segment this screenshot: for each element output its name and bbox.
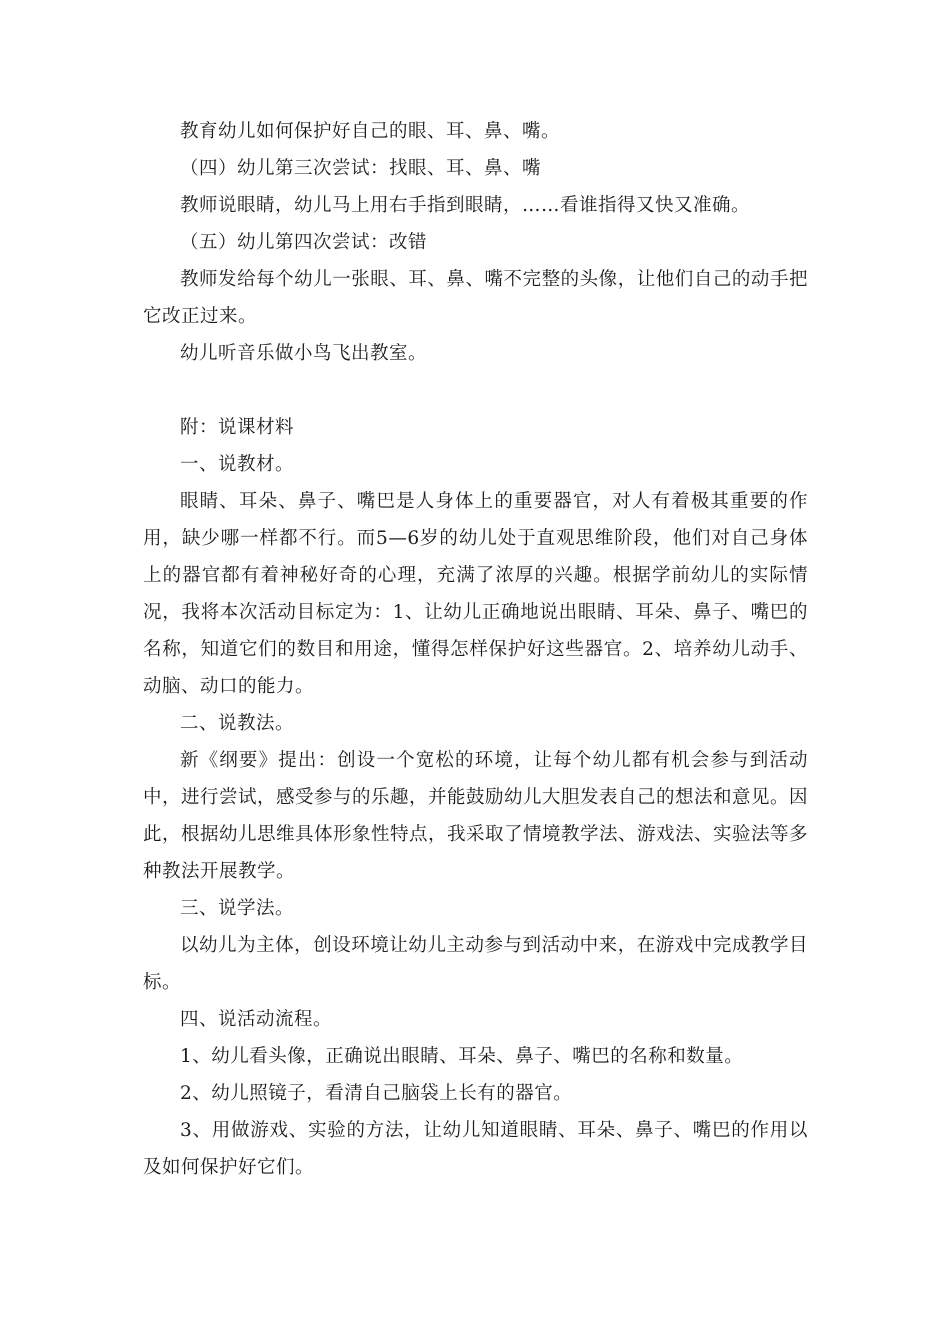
list-item-flow-1: 1、幼儿看头像，正确说出眼睛、耳朵、鼻子、嘴巴的名称和数量。 [180, 1046, 744, 1067]
section-heading-teaching-method: 二、说教法。 [180, 713, 295, 734]
paragraph-closing: 幼儿听音乐做小鸟飞出教室。 [180, 343, 428, 364]
paragraph-protect-senses: 教育幼儿如何保护好自己的眼、耳、鼻、嘴。 [180, 121, 561, 142]
paragraph-step-five-body: 教师发给每个幼儿一张眼、耳、鼻、嘴不完整的头像，让他们自己的动手把它改正过来。 [143, 269, 808, 327]
list-item-flow-3: 3、用做游戏、实验的方法，让幼儿知道眼睛、耳朵、鼻子、嘴巴的作用以及如何保护好它们。 [143, 1120, 808, 1178]
paragraph-learning-method: 以幼儿为主体，创设环境让幼儿主动参与到活动中来，在游戏中完成教学目标。 [143, 935, 808, 993]
section-heading-activity-flow: 四、说活动流程。 [180, 1009, 333, 1030]
paragraph-step-four-heading: （四）幼儿第三次尝试：找眼、耳、鼻、嘴 [180, 158, 542, 179]
section-heading-material: 一、说教材。 [180, 454, 295, 475]
appendix-heading: 附：说课材料 [180, 417, 295, 438]
document-body [143, 113, 808, 1186]
paragraph-step-four-body: 教师说眼睛，幼儿马上用右手指到眼睛，……看谁指得又快又准确。 [180, 195, 751, 216]
paragraph-step-five-heading: （五）幼儿第四次尝试：改错 [180, 232, 428, 253]
paragraph-material: 眼睛、耳朵、鼻子、嘴巴是人身体上的重要器官，对人有着极其重要的作用，缺少哪一样都不行。而5—6岁的幼儿处于直观思维阶段，他们对自己身体上的器官都有着神秘好奇的心理，充满了浓厚的兴趣。根据学前幼儿的实际情况，我将本次活动目标定为：1、让幼儿正确地说出眼睛、耳朵、鼻子、嘴巴的名称，知道它们的数目和用途，懂得怎样保护好这些器官。2、培养幼儿动手、动脑、动口的能力。 [143, 491, 808, 697]
list-item-flow-2: 2、幼儿照镜子，看清自己脑袋上长有的器官。 [180, 1083, 573, 1104]
section-heading-learning-method: 三、说学法。 [180, 898, 295, 919]
paragraph-teaching-method: 新《纲要》提出：创设一个宽松的环境，让每个幼儿都有机会参与到活动中，进行尝试，感受参与的乐趣，并能鼓励幼儿大胆发表自己的想法和意见。因此，根据幼儿思维具体形象性特点，我采取了情境教学法、游戏法、实验法等多种教法开展教学。 [143, 750, 809, 882]
